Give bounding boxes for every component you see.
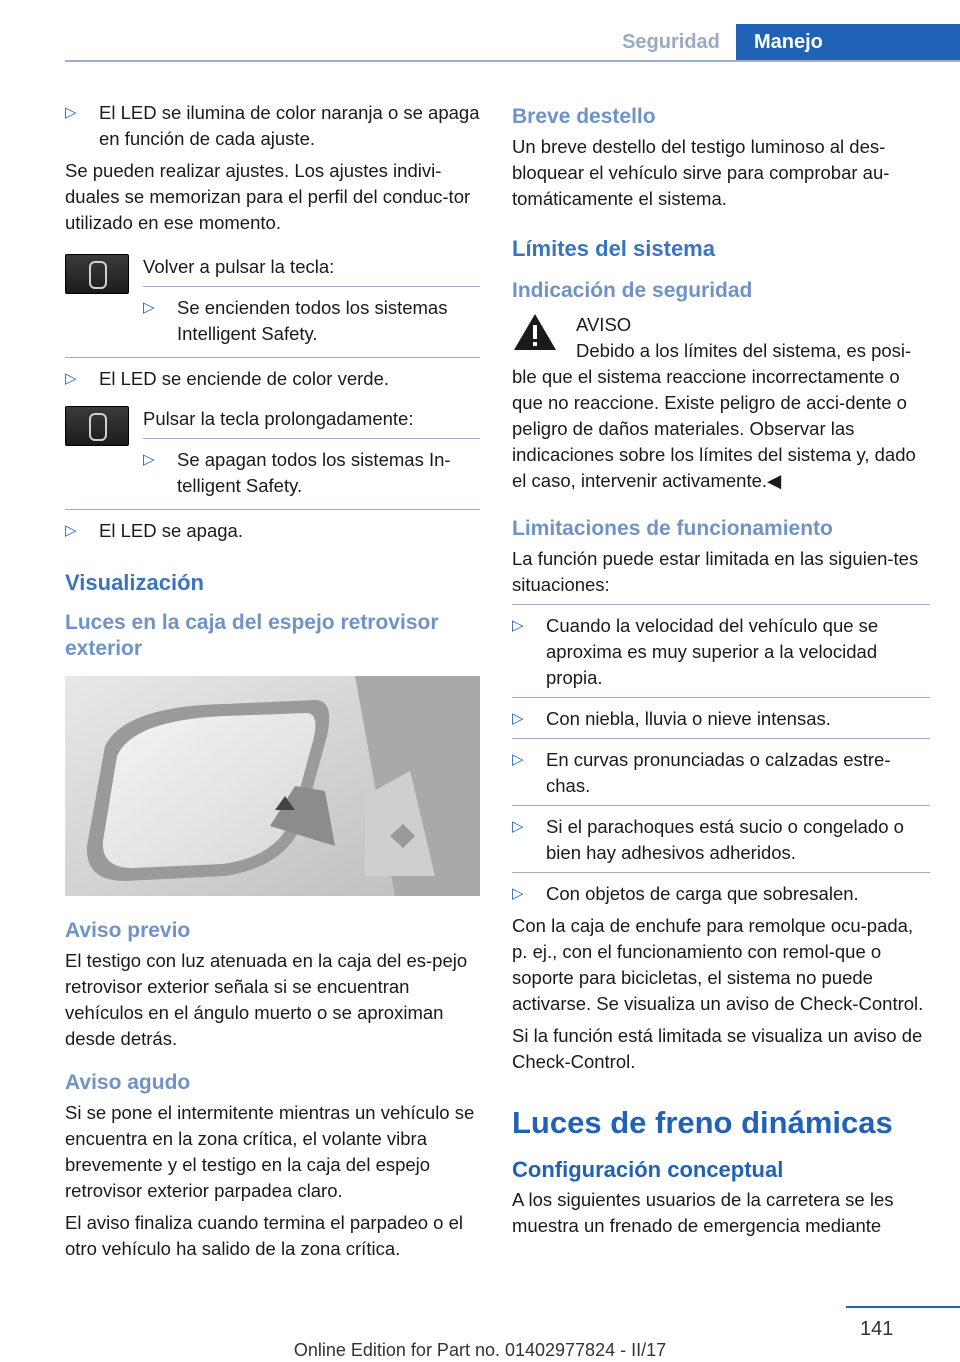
triangle-bullet-icon: ▷ (143, 299, 155, 316)
section-heading: Configuración conceptual (512, 1157, 784, 1182)
divider (512, 604, 930, 605)
list-item: ▷ El LED se ilumina de color naranja o se apaga en función de cada ajuste. (65, 100, 480, 152)
header-rule (65, 60, 960, 62)
triangle-bullet-icon: ▷ (512, 818, 524, 835)
subsection-heading: Breve destello (512, 105, 656, 128)
triangle-bullet-icon: ▷ (65, 104, 77, 121)
edition-footer: Online Edition for Part no. 01402977824 - II/17 (293, 1340, 667, 1360)
subsection-heading: Aviso agudo (65, 1071, 191, 1094)
section-heading: Límites del sistema (512, 236, 715, 261)
list-item: ▷ Cuando la velocidad del vehículo que se aproxima es muy superior a la velocidad propia. (512, 613, 930, 691)
tab-manejo[interactable]: Manejo (736, 24, 960, 60)
list-item: ▷ Con niebla, lluvia o nieve intensas. (512, 706, 930, 732)
triangle-bullet-icon: ▷ (512, 751, 524, 768)
footer-rule (846, 1306, 960, 1308)
list-item: ▷ El LED se enciende de color verde. (65, 366, 480, 392)
button-instruction: Pulsar la tecla prolongadamente: ▷ Se apagan todos los sistemas In-telligent Safety. (65, 406, 480, 505)
intelligent-safety-button-icon (65, 254, 129, 294)
warning-block: AVISO Debido a los límites del sistema, es posi- (512, 312, 930, 364)
divider (143, 286, 480, 287)
left-column: ▷ El LED se ilumina de color naranja o se apaga en función de cada ajuste. Se pueden realizar ajustes. Los ajustes indivi-duales se memorizan para el perfil del conduc-tor utilizado en ese momento. Volver a pulsar la tecla: ▷ Se encienden todos los sistemas Intelligent Safety. ▷ El LED se enciende de color verde. Pulsar la tecla prolongadamente: ▷ Se apagan todos los sistemas In-telligent Safety. ▷ El LED se apaga. Visualización Luces en la caja del espejo retrovisor exterior Aviso previo El testigo con luz atenuada en la caja del es-pejo retrovisor exterior señala si se encuentran vehículos en el ángulo muerto o se aproximan desde detrás. Aviso agudo Si se pone el intermitente mientras un vehículo se encuentra en la zona crítica, el volante vibra brevemente y el testigo en la caja del espejo retrovisor exterior parpadea claro. El aviso finaliza cuando termina el parpadeo o el otro vehículo ha salido de la zona crítica. (65, 102, 480, 1259)
list-item: ▷ Con objetos de carga que sobresalen. (512, 881, 930, 907)
warning-triangle-icon (512, 312, 558, 352)
triangle-bullet-icon: ▷ (512, 710, 524, 727)
triangle-bullet-icon: ▷ (65, 522, 77, 539)
triangle-bullet-icon: ▷ (512, 617, 524, 634)
button-instruction: Volver a pulsar la tecla: ▷ Se encienden todos los sistemas Intelligent Safety. (65, 254, 480, 353)
divider (512, 805, 930, 806)
divider (512, 697, 930, 698)
list-item: ▷ Se apagan todos los sistemas In-telligent Safety. (143, 447, 480, 499)
subsection-heading: Aviso previo (65, 919, 191, 942)
divider (143, 438, 480, 439)
list-item: ▷ En curvas pronunciadas o calzadas estre-chas. (512, 747, 930, 799)
divider (65, 357, 480, 358)
subsection-heading: Limitaciones de funcionamiento (512, 517, 833, 540)
triangle-bullet-icon: ▷ (143, 451, 155, 468)
subsection-heading: Luces en la caja del espejo retrovisor exterior (65, 611, 439, 660)
section-heading: Visualización (65, 570, 204, 595)
divider (512, 738, 930, 739)
intelligent-safety-button-icon (65, 406, 129, 446)
right-column: Breve destello Un breve destello del testigo luminoso al des-bloquear el vehículo sirve para comprobar au-tomáticamente el sistema. Límites del sistema Indicación de seguridad AVISO Debido a los límites del sistema, es posi- ble que el sistema reaccione incorrectamente o que no reaccione. Existe peligro de acci-dente o peligro de daños materiales. Observar las indicaciones sobre los límites del sistema y, dado el caso, intervenir activamente.◀ Limitaciones de funcionamiento La función puede estar limitada en las siguien-tes situaciones: ▷ Cuando la velocidad del vehículo que se aproxima es muy superior a la velocidad propia. ▷ Con niebla, lluvia o nieve intensas. ▷ En curvas pronunciadas o calzadas estre-chas. ▷ Si el parachoques está sucio o congelado o bien hay adhesivos adheridos. ▷ Con objetos de carga que sobresalen. Con la caja de enchufe para remolque ocu-pada, p. ej., con el funcionamiento con remol-que o soporte para bicicletas, el sistema no puede activarse. Se visualiza un aviso de Check-Control. Si la función está limitada se visualiza un aviso de Check-Control. Luces de freno dinámicas Configuración conceptual A los siguientes usuarios de la carretera se les muestra un frenado de emergencia mediante (512, 100, 930, 1245)
divider (512, 872, 930, 873)
chapter-heading: Luces de freno dinámicas (512, 1105, 893, 1140)
subsection-heading: Indicación de seguridad (512, 279, 753, 302)
page-number: 141 (860, 1318, 894, 1340)
divider (65, 509, 480, 510)
triangle-bullet-icon: ▷ (512, 885, 524, 902)
settings-paragraph: Se pueden realizar ajustes. Los ajustes indivi-duales se memorizan para el perfil del conduc-tor utilizado en ese momento. (65, 160, 471, 233)
list-item: ▷ El LED se apaga. (65, 518, 480, 544)
mirror-photo (65, 676, 480, 896)
list-item: ▷ Si el parachoques está sucio o congelado o bien hay adhesivos adheridos. (512, 814, 930, 866)
triangle-bullet-icon: ▷ (65, 370, 77, 387)
tab-seguridad[interactable]: Seguridad (622, 30, 720, 53)
list-item: ▷ Se encienden todos los sistemas Intelligent Safety. (143, 295, 480, 347)
